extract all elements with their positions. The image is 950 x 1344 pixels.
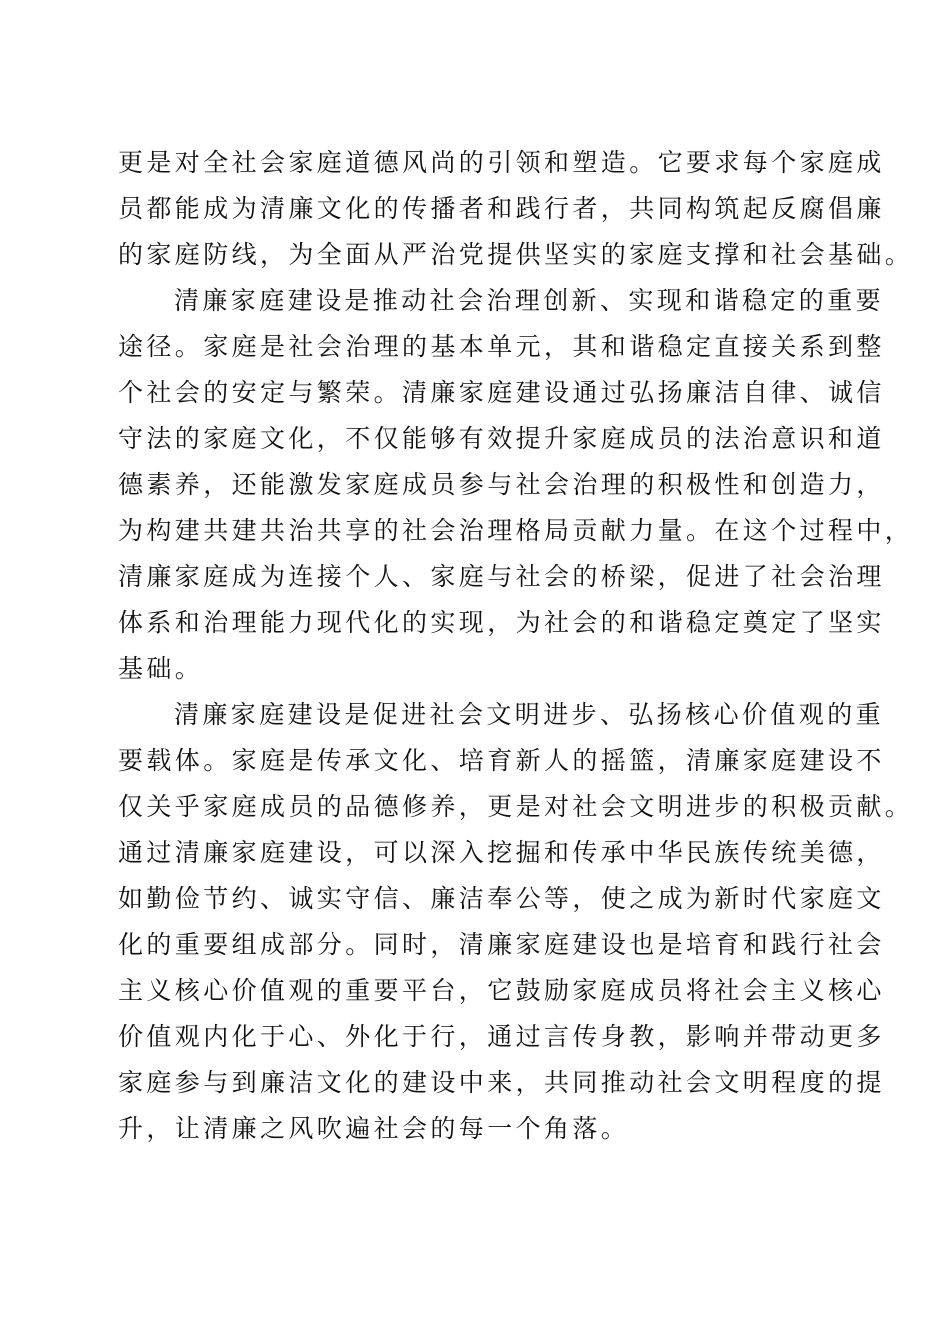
text-line: 化的重要组成部分。同时，清廉家庭建设也是培育和践行社会: [118, 930, 885, 959]
text-line: 个社会的安定与繁荣。清廉家庭建设通过弘扬廉洁自律、诚信: [118, 378, 885, 407]
text-line: 途径。家庭是社会治理的基本单元，其和谐稳定直接关系到整: [118, 332, 885, 361]
text-line-indented: 清廉家庭建设是促进社会文明进步、弘扬核心价值观的重: [174, 700, 885, 729]
document-body: [118, 140, 914, 1152]
paragraph-1: [118, 140, 914, 278]
text-line: 员都能成为清廉文化的传播者和践行者，共同构筑起反腐倡廉: [118, 194, 885, 223]
text-line: 通过清廉家庭建设，可以深入挖掘和传承中华民族传统美德，: [118, 838, 885, 867]
text-line: 主义核心价值观的重要平台，它鼓励家庭成员将社会主义核心: [118, 976, 885, 1005]
text-line: 如勤俭节约、诚实守信、廉洁奉公等，使之成为新时代家庭文: [118, 884, 885, 913]
paragraph-2: [118, 278, 914, 692]
text-line: 德素养，还能激发家庭成员参与社会治理的积极性和创造力，: [118, 470, 885, 499]
text-line: 仅关乎家庭成员的品德修养，更是对社会文明进步的积极贡献。: [118, 792, 914, 821]
text-line: 要载体。家庭是传承文化、培育新人的摇篮，清廉家庭建设不: [118, 746, 885, 775]
paragraph-3: [118, 692, 914, 1152]
text-line: 为构建共建共治共享的社会治理格局贡献力量。在这个过程中，: [118, 516, 914, 545]
text-line: 升，让清廉之风吹遍社会的每一个角落。: [118, 1114, 630, 1143]
text-line: 家庭参与到廉洁文化的建设中来，共同推动社会文明程度的提: [118, 1068, 885, 1097]
text-line: 基础。: [118, 654, 204, 683]
text-line: 体系和治理能力现代化的实现，为社会的和谐稳定奠定了坚实: [118, 608, 885, 637]
text-line: 的家庭防线，为全面从严治党提供坚实的家庭支撑和社会基础。: [118, 240, 914, 269]
text-line-indented: 清廉家庭建设是推动社会治理创新、实现和谐稳定的重要: [174, 286, 885, 315]
text-line: 更是对全社会家庭道德风尚的引领和塑造。它要求每个家庭成: [118, 148, 885, 177]
text-line: 清廉家庭成为连接个人、家庭与社会的桥梁，促进了社会治理: [118, 562, 885, 591]
text-line: 价值观内化于心、外化于行，通过言传身教，影响并带动更多: [118, 1022, 885, 1051]
text-line: 守法的家庭文化，不仅能够有效提升家庭成员的法治意识和道: [118, 424, 885, 453]
